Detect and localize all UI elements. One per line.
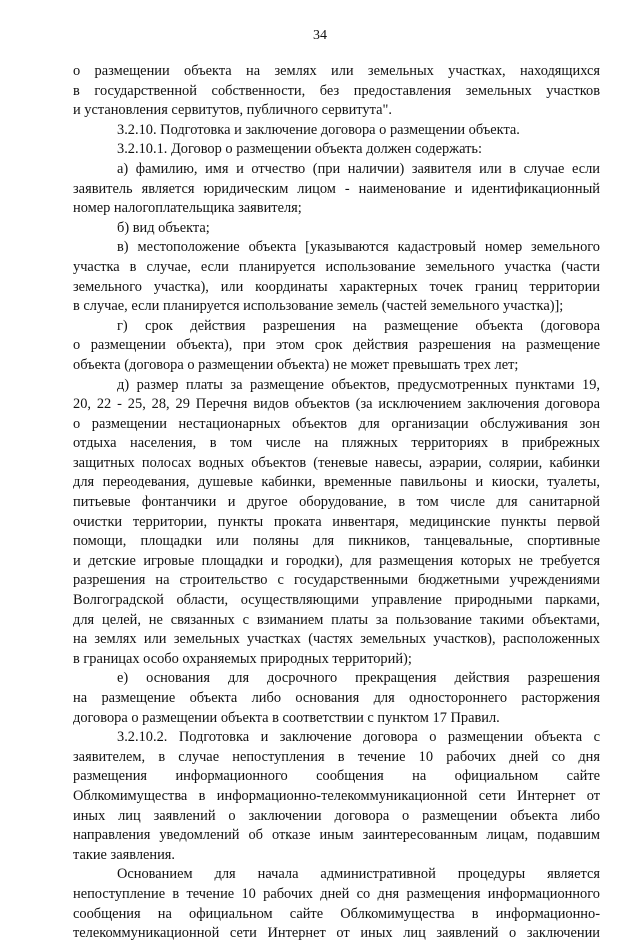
text-line: очистки территории, пункты проката инвентаря, медицинские пункты первой: [73, 513, 600, 530]
text-line: объекта (договора о размещении объекта) не может превышать трех лет;: [73, 356, 519, 373]
paragraph: [73, 669, 600, 728]
text-line: и детские игровые площадки и городки), для размещения которых не требуется: [73, 552, 600, 569]
paragraph: [73, 317, 600, 376]
document-body: [73, 62, 600, 944]
paragraph: [73, 219, 600, 239]
text-line: о размещении объекта), при этом срок действия разрешения на размещение: [73, 337, 600, 354]
text-line: в) местоположение объекта [указываются кадастровый номер земельного: [117, 239, 600, 256]
text-line: 3.2.10.2. Подготовка и заключение договора о размещении объекта с: [117, 729, 600, 746]
text-line: для целей, не связанных с взиманием платы за пользование такими объектами,: [73, 611, 600, 628]
paragraph: [73, 121, 600, 141]
text-line: питьевые фонтанчики и другое оборудование, в том числе для санитарной: [73, 494, 600, 511]
text-line: 20, 22 - 25, 28, 29 Перечня видов объектов (за исключением заключения договора: [73, 396, 600, 413]
text-line: иных лиц заявлений о заключении договора о размещении объекта либо: [73, 807, 600, 824]
text-line: в государственной собственности, без предоставления земельных участков: [73, 82, 600, 99]
text-line: участка в случае, если планируется использование земельного участка (части: [73, 258, 600, 275]
text-line: сообщения на официальном сайте Облкомимущества в информационно-: [73, 905, 600, 922]
text-line: защитных полосах водных объектов (теневые навесы, аэрарии, солярии, кабинки: [73, 454, 600, 471]
text-line: размещения информационного сообщения на официальном сайте: [73, 768, 600, 785]
text-line: направления уведомлений об отказе иным заинтересованным лицам, подавшим: [73, 827, 600, 844]
text-line: земельного участка), или координаты характерных точек границ территории: [73, 278, 600, 295]
text-line: и установления сервитутов, публичного сервитута".: [73, 102, 392, 119]
text-line: а) фамилию, имя и отчество (при наличии) заявителя или в случае если: [117, 160, 600, 177]
paragraph: [73, 376, 600, 670]
text-line: на размещение объекта либо основания для одностороннего расторжения: [73, 690, 600, 706]
text-line: о размещении нестационарных объектов для организации обслуживания зон: [73, 415, 600, 432]
text-line: б) вид объекта;: [117, 219, 210, 236]
text-line: телекоммуникационной сети Интернет от иных лиц заявлений о заключении: [73, 925, 600, 942]
text-line: г) срок действия разрешения на размещение объекта (договора: [117, 317, 600, 334]
text-line: отдыха населения, в том числе на пляжных территориях в прибрежных: [73, 435, 600, 452]
text-line: 3.2.10.1. Договор о размещении объекта должен содержать:: [117, 141, 482, 158]
text-line: в случае, если планируется использование земель (частей земельного участка)];: [73, 298, 564, 315]
paragraph: [73, 160, 600, 219]
text-line: для переодевания, душевые кабинки, временные павильоны и киоски, туалеты,: [73, 474, 600, 491]
text-line: д) размер платы за размещение объектов, предусмотренных пунктами 19,: [117, 376, 600, 393]
text-line: такие заявления.: [73, 846, 176, 863]
text-line: о размещении объекта на землях или земельных участках, находящихся: [73, 63, 600, 79]
text-line: в границах особо охраняемых природных территорий);: [73, 650, 412, 667]
text-line: номер налогоплательщика заявителя;: [73, 200, 302, 217]
text-line: Облкомимущества в информационно-телекоммуникационной сети Интернет от: [73, 787, 600, 804]
text-line: разрешения на строительство с государственными бюджетными учреждениями: [73, 572, 600, 589]
paragraph: [73, 728, 600, 865]
page-number: 34: [313, 28, 327, 43]
text-line: Волгоградской области, осуществляющими управление природными парками,: [73, 592, 600, 609]
text-line: заявителем, в случае непоступления в течение 10 рабочих дней со дня: [73, 748, 600, 765]
paragraph: [73, 140, 600, 160]
text-line: Основанием для начала административной процедуры является: [117, 866, 600, 883]
text-line: заявитель является юридическим лицом - наименование и идентификационный: [73, 180, 600, 197]
paragraph: [73, 62, 600, 121]
paragraph: [73, 238, 600, 316]
text-line: е) основания для досрочного прекращения действия разрешения: [117, 670, 600, 687]
text-line: договора о размещении объекта в соответствии с пунктом 17 Правил.: [73, 709, 500, 726]
text-line: помощи, площадки или поляны для пикников, танцевальные, спортивные: [73, 533, 600, 550]
text-line: на землях или земельных участках (частях земельных участков), расположенных: [73, 631, 600, 648]
text-line: непоступление в течение 10 рабочих дней со дня размещения информационного: [73, 885, 600, 902]
text-line: 3.2.10. Подготовка и заключение договора о размещении объекта.: [117, 121, 520, 138]
